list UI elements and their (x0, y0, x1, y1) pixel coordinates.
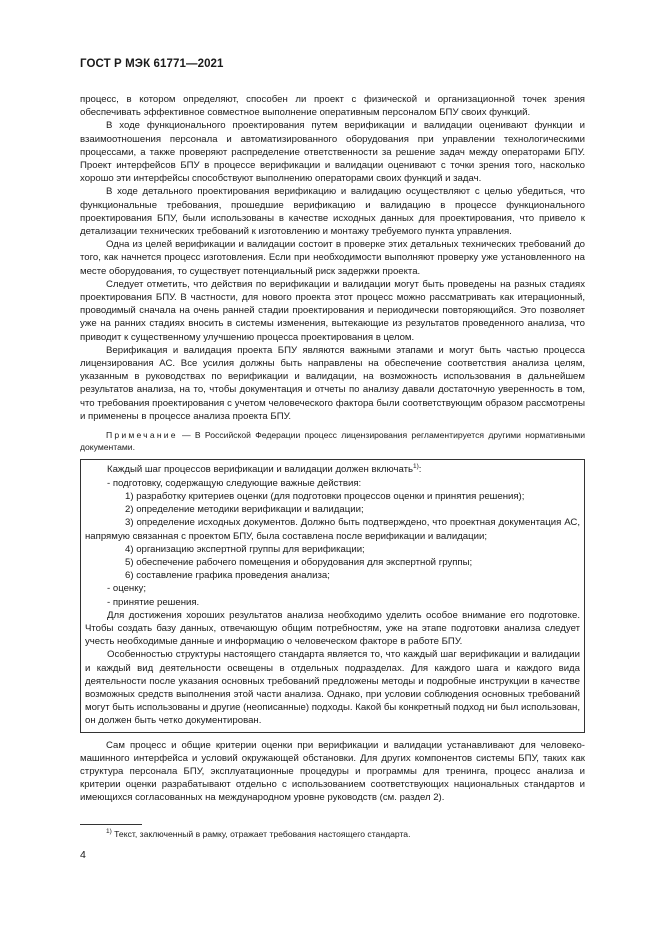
footnote-marker: 1) (106, 828, 112, 835)
list-item-preparation: - подготовку, содержащую следующие важные действия: (107, 477, 362, 489)
document-header: ГОСТ Р МЭК 61771—2021 (80, 58, 224, 70)
paragraph-licensing: Верификация и валидация проекта БПУ являются важными этапами и могут быть частью процесса лицензирования АС. Все усилия должны быть направлены на обеспечение соответствия анализа целям, указанным в руководствах по верификации и валидации, на возможность использования в дальнейшем результатов анализа, на то, чтобы документация и отчеты по анализу давали достаточную уверенность в том, что требования проектирования с учетом человеческого фактора были соответствующим образом рассмотрены и применены в процессе анализа проекта БПУ. (80, 344, 585, 422)
paragraph-evaluation-criteria: Сам процесс и общие критерии оценки при верификации и валидации устанавливают для человеко-машинного интерфейса и условий окружающей обстановки. Для других компонентов системы БПУ, таких как структура персонала БПУ, эксплуатационные процедуры и программы для тренинга, процесс анализа и критерии оценки разрабатывают отдельно с использованием соответствующих национальных стандартов и имеющихся согласованных на международном уровне руководств (см. раздел 2). (80, 739, 585, 804)
footnote-divider (80, 824, 142, 825)
box-intro-text: Каждый шаг процессов верификации и валидации должен включать (107, 464, 413, 476)
list-item-assessment: - оценку; (107, 583, 146, 595)
note (80, 429, 585, 453)
box-intro (85, 463, 580, 476)
box-paragraph-structure: Особенностью структуры настоящего стандарта является то, что каждый шаг верификации и валидации и каждый вид деятельности освещены в отдельных подразделах. Для каждого шага и каждого вида деятельности после указания основных требований предложены методы и подробные инструкции в качестве возможных средств выполнения этой части анализа. Однако, при условии соблюдения основных требований могут быть использованы и другие (неописанные) подходы. Какой бы конкретный подход ни был использован, он должен быть четко документирован. (85, 649, 580, 727)
paragraph-continuation: процесс, в котором определяют, способен ли проект с физической и организационной точек зрения обеспечивать эффективное совместное выполнение оперативным персоналом БПУ своих функций. (80, 94, 585, 119)
sub-item-5: 5) обеспечение рабочего помещения и оборудования для экспертной группы; (125, 556, 473, 568)
note-label: Примечание (106, 430, 178, 441)
list-item-decision: - принятие решения. (107, 596, 200, 608)
sub-item-1: 1) разработку критериев оценки (для подготовки процессов оценки и принятия решения); (125, 490, 525, 502)
note-text: — В Российской Федерации процесс лицензирования регламентируется другими нормативными документами. (80, 430, 585, 453)
paragraph-verification-goal: Одна из целей верификации и валидации состоит в проверке этих детальных технических требований до того, как начнется процесс изготовления. Если при необходимости выполняют проверку уже установленного на месте оборудования, то существует потенциальный риск задержки проекта. (80, 239, 585, 277)
box-intro-colon: : (418, 464, 422, 476)
footnote-ref: 1) (413, 463, 419, 471)
sub-item-3: 3) определение исходных документов. Должно быть подтверждено, что проектная документация АС, напрямую связанная с проектом БПУ, была составлена после верификации и валидации; (85, 517, 580, 542)
paragraph-functional-design: В ходе функционального проектирования путем верификации и валидации оценивают функции и взаимоотношения персонала и автоматизированного оборудования при управлении технологическими процессами, а также проверяют распределение ответственности за решение задач между операторами БПУ. Проект интерфейсов БПУ в процессе верификации и валидации оценивают с точки зрения того, насколько хорошо эти интерфейсы способствуют выполнению операторами своих функций и задач. (80, 120, 585, 185)
paragraph-detailed-design: В ходе детального проектирования верификацию и валидацию осуществляют с целью убедиться, что функциональные требования, прошедшие верификацию и валидацию в процессе функционального проектирования БПУ, были использованы в качестве исходных данных для проектирования, что привело к детализации технических требований к изготовлению и монтажу требуемого пункта управления. (80, 186, 585, 238)
sub-item-2: 2) определение методики верификации и валидации; (125, 504, 364, 516)
page-content (80, 93, 585, 805)
sub-item-6: 6) составление графика проведения анализа; (125, 570, 330, 582)
footnote (106, 828, 410, 840)
footnote-text: Текст, заключенный в рамку, отражает требования настоящего стандарта. (111, 829, 411, 839)
box-paragraph-preparation: Для достижения хороших результатов анализа необходимо уделить особое внимание его подготовке. Чтобы создать базу данных, отвечающую общим потребностям, уже на этапе подготовки анализа следует учесть необходимые данные и информацию о человеческом факторе в работе БПУ. (85, 609, 580, 648)
sub-item-4: 4) организацию экспертной группы для верификации; (125, 543, 365, 555)
requirements-box (80, 459, 585, 732)
page-number: 4 (80, 849, 86, 861)
paragraph-design-stages: Следует отметить, что действия по верификации и валидации могут быть проведены на разных стадиях проектирования БПУ. В частности, для нового проекта этот процесс можно рассматривать как итерационный, проводимый сначала на очень ранней стадии проектирования и периодически повторяющийся. Это позволяет уже на ранних стадиях вносить в системы изменения, вытекающие из результатов проведенного анализа, что приводит к существенному улучшению процесса проектирования в целом. (80, 278, 585, 343)
